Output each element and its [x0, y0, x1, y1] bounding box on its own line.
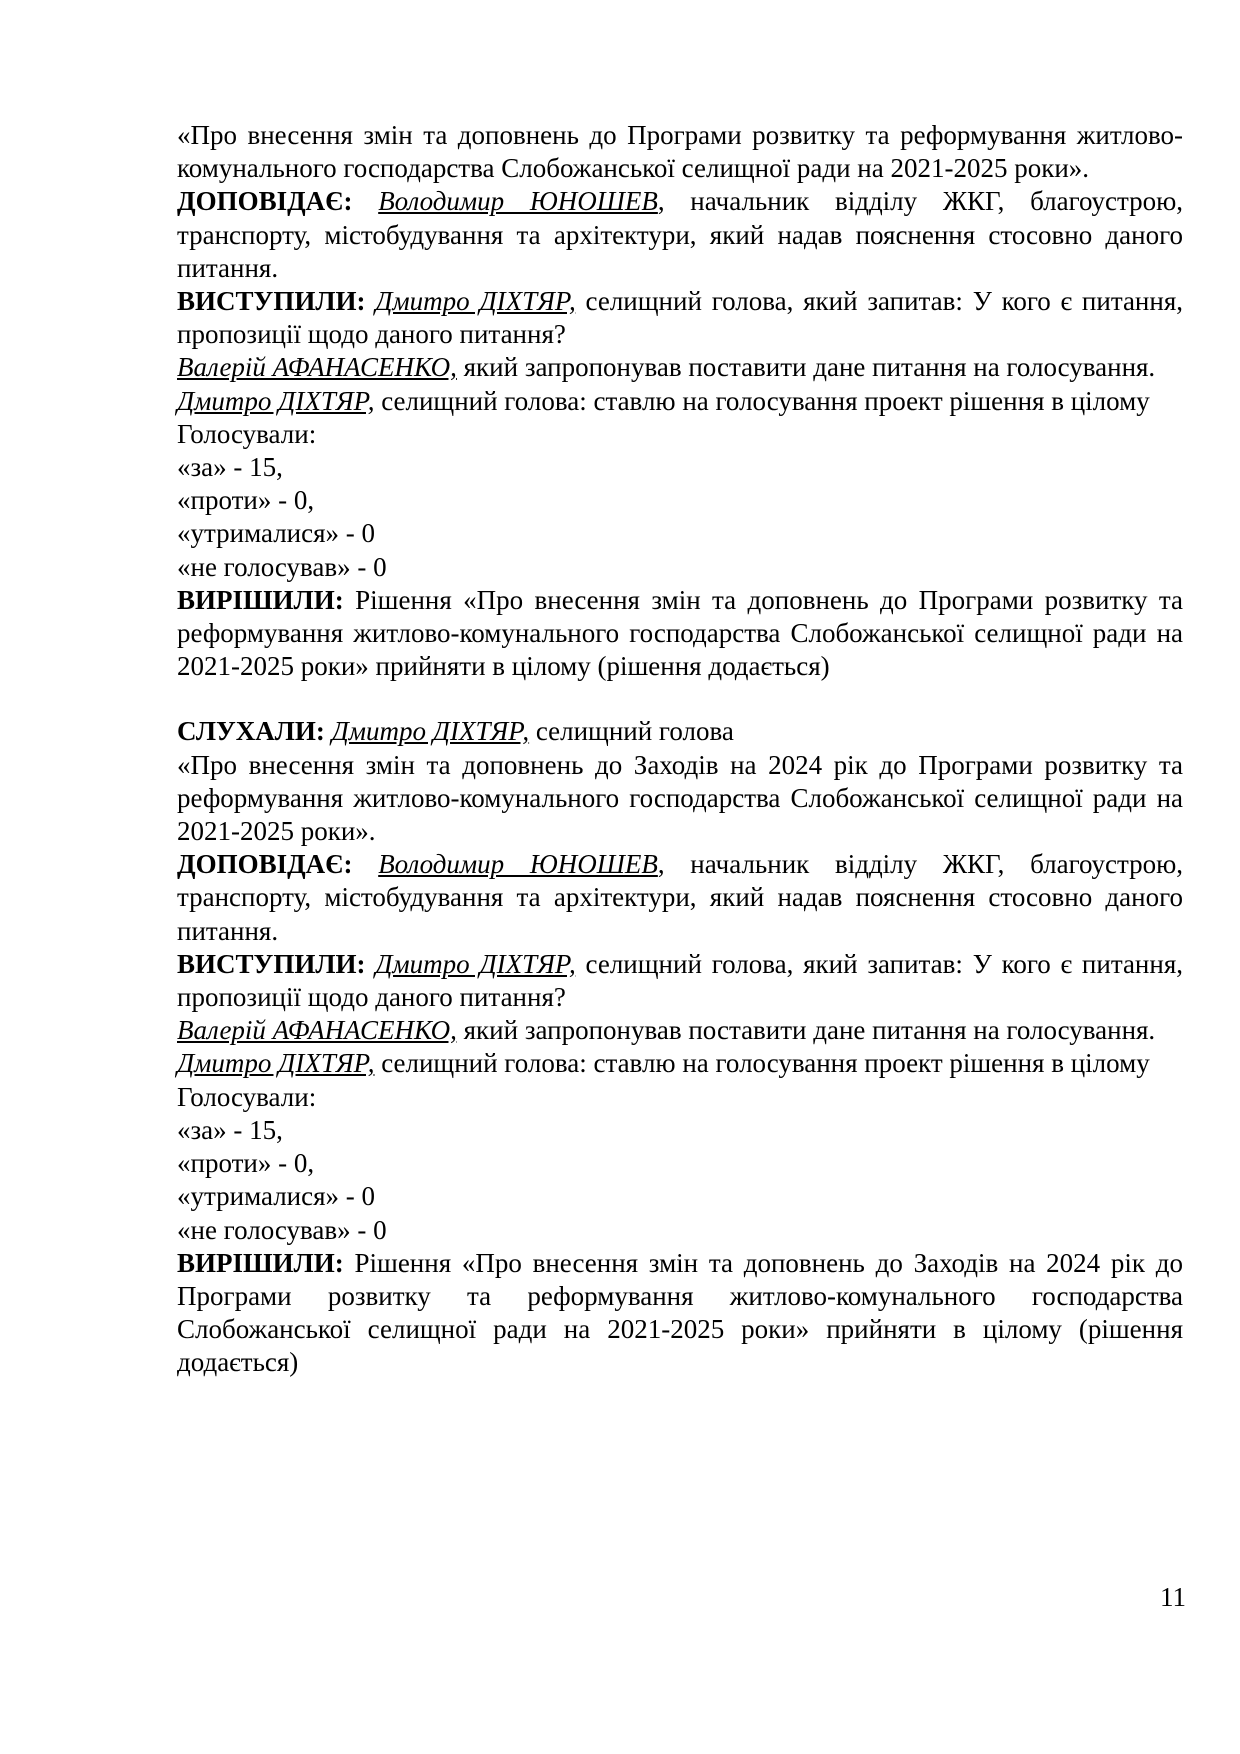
- proposal-paragraph: [177, 351, 1183, 384]
- topic-title: «Про внесення змін та доповнень до Програми розвитку та реформування житлово-комунального господарства Слобожанської селищної ради на 2021-2025 роки».: [177, 120, 1183, 184]
- decision-text: Рішення «Про внесення змін та доповнень до Програми розвитку та реформування житлово-комунального господарства Слобожанської селищної ради на 2021-2025 роки» прийняти в цілому (рішення додається): [177, 584, 1183, 682]
- vote-against: «проти» - 0,: [177, 485, 315, 516]
- proposal-name: Валерій АФАНАСЕНКО,: [177, 1015, 457, 1046]
- reporter-paragraph: [177, 848, 1183, 948]
- proposal-name: Валерій АФАНАСЕНКО,: [177, 352, 457, 383]
- heard-paragraph: [177, 715, 1183, 748]
- vote-call-name: Дмитро ДІХТЯР,: [177, 1048, 375, 1079]
- speakers-label: ВИСТУПИЛИ:: [177, 948, 366, 979]
- page-number: 11: [1160, 1582, 1186, 1612]
- vote-for: «за» - 15,: [177, 452, 283, 483]
- vote-call-name: Дмитро ДІХТЯР,: [177, 385, 375, 416]
- proposal-text: який запропонував поставити дане питання на голосування.: [456, 1015, 1156, 1046]
- reporter-paragraph: [177, 185, 1183, 285]
- vote-call-text: селищний голова: ставлю на голосування проект рішення в цілому: [374, 385, 1150, 416]
- decision-paragraph: [177, 584, 1183, 684]
- reporter-text: , начальник відділу ЖКГ, благоустрою, транспорту, містобудування та архітектури, який надав пояснення стосовно даного питання.: [177, 186, 1184, 283]
- reporter-name: Володимир ЮНОШЕВ: [378, 186, 658, 217]
- document-page: [177, 0, 1183, 1380]
- decision-label: ВИРІШИЛИ:: [177, 1247, 344, 1278]
- speakers-paragraph: [177, 948, 1183, 1014]
- vote-for: «за» - 15,: [177, 1114, 283, 1145]
- heard-label: СЛУХАЛИ:: [177, 716, 325, 747]
- decision-label: ВИРІШИЛИ:: [177, 584, 344, 615]
- decision-text: Рішення «Про внесення змін та доповнень до Заходів на 2024 рік до Програми розвитку та реформування житлово-комунального господарства Слобожанської селищної ради на 2021-2025 роки» прийняти в цілому (рішення додається): [177, 1247, 1183, 1378]
- heard-speaker: Дмитро ДІХТЯР,: [331, 716, 530, 747]
- vote-not-voted: «не голосував» - 0: [177, 551, 387, 582]
- speakers-text: селищний голова, який запитав: У кого є питання, пропозиції щодо даного питання?: [177, 286, 1184, 350]
- votes-title: Голосували:: [177, 1081, 317, 1112]
- speaker-name: Дмитро ДІХТЯР,: [375, 286, 576, 317]
- proposal-text: який запропонував поставити дане питання на голосування.: [456, 352, 1156, 383]
- speaker-name: Дмитро ДІХТЯР,: [375, 948, 576, 979]
- reporter-label: ДОПОВІДАЄ:: [177, 186, 353, 217]
- vote-abstained: «утрималися» - 0: [177, 518, 376, 549]
- reporter-label: ДОПОВІДАЄ:: [177, 849, 353, 880]
- proposal-paragraph: [177, 1014, 1183, 1047]
- speakers-text: селищний голова, який запитав: У кого є питання, пропозиції щодо даного питання?: [177, 948, 1184, 1013]
- vote-abstained: «утрималися» - 0: [177, 1181, 376, 1212]
- heard-role: селищний голова: [529, 716, 734, 747]
- reporter-name: Володимир ЮНОШЕВ: [378, 849, 658, 880]
- agenda-item-2: [177, 683, 1183, 1379]
- votes-title: Голосували:: [177, 418, 317, 449]
- vote-call-text: селищний голова: ставлю на голосування проект рішення в цілому: [374, 1048, 1150, 1079]
- vote-not-voted: «не голосував» - 0: [177, 1214, 387, 1245]
- speakers-paragraph: [177, 285, 1183, 351]
- reporter-text: , начальник відділу ЖКГ, благоустрою, транспорту, містобудування та архітектури, який надав пояснення стосовно даного питання.: [177, 849, 1184, 946]
- vote-call-paragraph: [177, 385, 1183, 418]
- agenda-item-1: [177, 0, 1183, 683]
- vote-against: «проти» - 0,: [177, 1148, 315, 1179]
- decision-paragraph: [177, 1247, 1183, 1380]
- vote-call-paragraph: [177, 1047, 1183, 1080]
- speakers-label: ВИСТУПИЛИ:: [177, 286, 366, 317]
- topic-title: «Про внесення змін та доповнень до Заходів на 2024 рік до Програми розвитку та реформування житлово-комунального господарства Слобожанської селищної ради на 2021-2025 роки».: [177, 749, 1183, 847]
